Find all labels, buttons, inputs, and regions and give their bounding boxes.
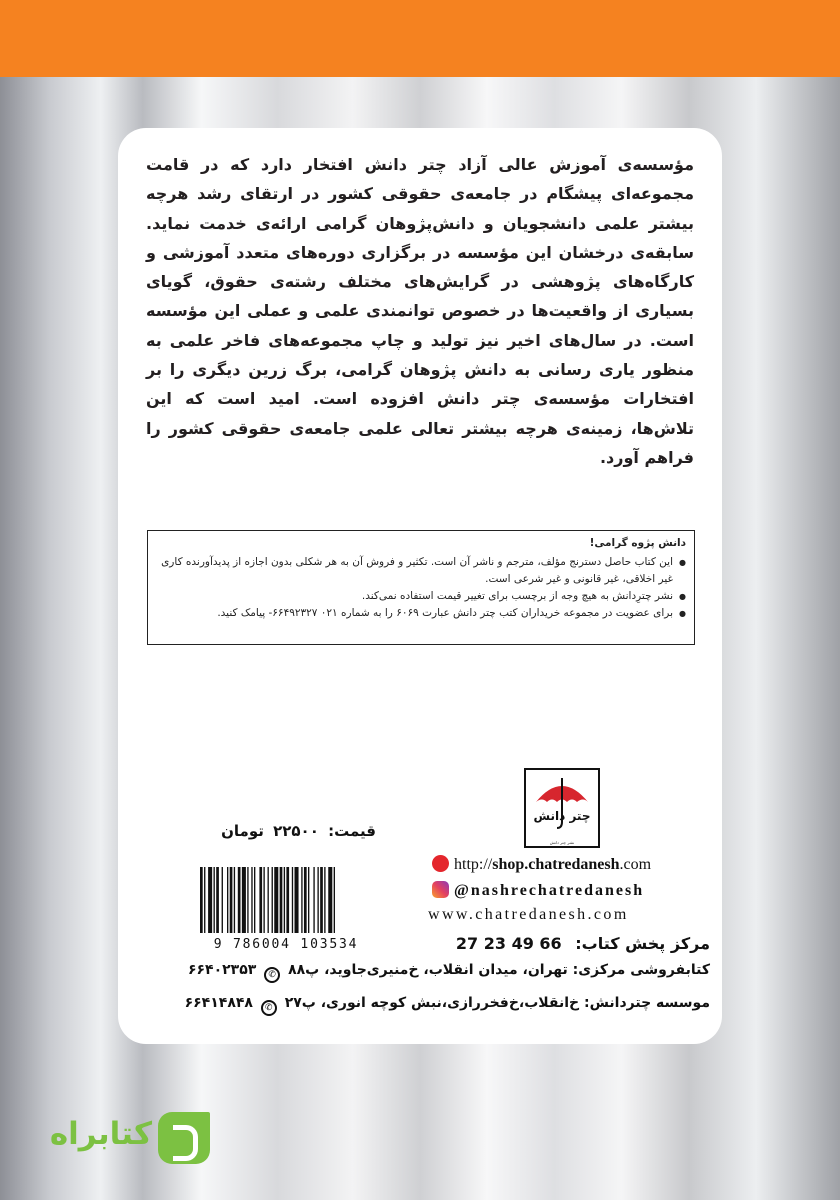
barcode-bar [230, 867, 233, 933]
bookstore-address: کتابفروشی مرکزی: تهران، میدان انقلاب، خ‌منیری‌جاوید، پ۸۸ [288, 962, 710, 978]
ketabrah-logo-icon [158, 1112, 210, 1164]
distribution-label: مرکز پخش کتاب: [575, 934, 710, 953]
barcode-bar [272, 867, 273, 933]
barcode-bar [324, 867, 325, 933]
notice-item: ● نشر چترِدانش به هیچ وجه از برچسب برای تغییر قیمت استفاده نمی‌کند. [156, 588, 686, 605]
barcode-bar [247, 867, 248, 933]
shop-url-suffix: .com [619, 856, 652, 873]
distribution-line [456, 934, 710, 953]
institute-phone: ۶۶۴۱۴۸۴۸ [184, 995, 253, 1011]
barcode-bar [308, 867, 309, 933]
logo-text: چتر دانش [533, 809, 591, 823]
barcode-bar [328, 867, 332, 933]
top-orange-bar [0, 0, 840, 77]
distribution-number: 66 49 23 27 [455, 934, 562, 953]
bookstore-line [188, 962, 710, 983]
barcode-bar [234, 867, 235, 933]
barcode-bar [286, 867, 289, 933]
phone-icon: ✆ [264, 967, 280, 983]
phone-icon: ✆ [261, 1000, 277, 1016]
intro-paragraph: مؤسسه‌ی آموزش عالی آزاد چتر دانش افتخار دارد که در قامت مجموعه‌ای پیشگام در جامعه‌ی حقوقی کشور در ارتقای رشد هرچه بیشتر علمی دانشجویان و دانش‌پژوهان گرامی ارائه‌ی خدمت نماید. سابقه‌ی درخشان این مؤسسه در برگزاری دوره‌های متعدد آموزشی و کارگاه‌های پژوهشی در گرایش‌های مختلف رشته‌ی حقوق، گویای بسیاری از واقعیت‌ها در خصوص توانمندی علمی و عملی این مؤسسه است. در سال‌های اخیر نیز تولید و چاپ مجموعه‌های فاخر علمی به منظور یاری رسانی به دانش پژوهان گرامی، برگ زرین دیگری را بر افتخارات مؤسسه‌ی چتر دانش افزوده است. امید است که این تلاش‌ها، زمینه‌ی هرچه بیشتر تعالی علمی جامعه‌ی حقوقی کشور را فراهم آورد. [146, 155, 694, 467]
barcode-number: 9 786004 103534 [213, 937, 359, 952]
barcode-bar [295, 867, 299, 933]
notice-title: دانش پژوه گرامی! [589, 537, 686, 549]
barcode-bar [238, 867, 241, 933]
barcode-bar [259, 867, 262, 933]
price-label: قیمت: [328, 822, 376, 840]
umbrella-icon [526, 770, 598, 840]
barcode-bar [284, 867, 285, 933]
price-line [200, 822, 376, 840]
barcode-bar [242, 867, 246, 933]
isbn-barcode [188, 863, 384, 941]
shop-url-prefix: http:// [454, 856, 493, 873]
barcode-bar [334, 867, 335, 933]
barcode-bar [268, 867, 269, 933]
notice-list [156, 554, 686, 622]
barcode-bar [200, 867, 203, 933]
website-line[interactable]: www.chatredanesh.com [428, 906, 629, 923]
institute-line [185, 995, 710, 1016]
bookstore-phone: ۶۶۴۰۲۳۵۳ [187, 962, 257, 978]
logo-caption: نشر چتر دانش [549, 840, 575, 845]
barcode-bar [251, 867, 252, 933]
barcode-bar [313, 867, 314, 933]
barcode-bar [317, 867, 318, 933]
notice-item: ● این کتاب حاصل دسترنج مؤلف، مترجم و ناشر آن است. تکثیر و فروش آن به هر شکلی بدون اجازه از پدیدآورنده کاری غیر اخلاقی، غیر قانونی و غیر شرعی است. [156, 554, 686, 588]
institute-address: موسسه چتردانش: خ‌انقلاب،خ‌فخررازی،نبش کوچه انوری، پ۲۷ [284, 995, 710, 1011]
cart-icon [432, 855, 449, 872]
instagram-icon [432, 881, 449, 898]
barcode-bar [292, 867, 293, 933]
barcode-bar [222, 867, 223, 933]
ketabrah-watermark [40, 1110, 210, 1166]
barcode-bar [274, 867, 278, 933]
price-unit: تومان [221, 822, 264, 840]
barcode-bar [301, 867, 302, 933]
shop-url-line[interactable] [432, 855, 651, 874]
ketabrah-name: کتابراه [49, 1116, 152, 1152]
barcode-bar [304, 867, 307, 933]
price-value: ۲۲۵۰۰ [273, 822, 319, 840]
instagram-line[interactable] [432, 881, 644, 900]
publisher-logo [524, 768, 600, 848]
shop-url-main: shop.chatredanesh [492, 856, 620, 873]
notice-box [147, 530, 695, 645]
barcode-bar [320, 867, 323, 933]
notice-item: ● برای عضویت در مجموعه خریداران کتب چتر دانش عبارت ۶۰۶۹ را به شماره ۰۲۱ ۶۶۴۹۲۳۲۷- پیامک کنید. [156, 605, 686, 622]
barcode-bar [263, 867, 264, 933]
barcode-bar [254, 867, 255, 933]
instagram-handle: @nashrechatredanesh [454, 882, 645, 899]
barcode-bar [208, 867, 212, 933]
barcode-bar [214, 867, 215, 933]
barcode-bar [227, 867, 228, 933]
barcode-bar [280, 867, 283, 933]
barcode-bar [216, 867, 219, 933]
barcode-bar [204, 867, 205, 933]
